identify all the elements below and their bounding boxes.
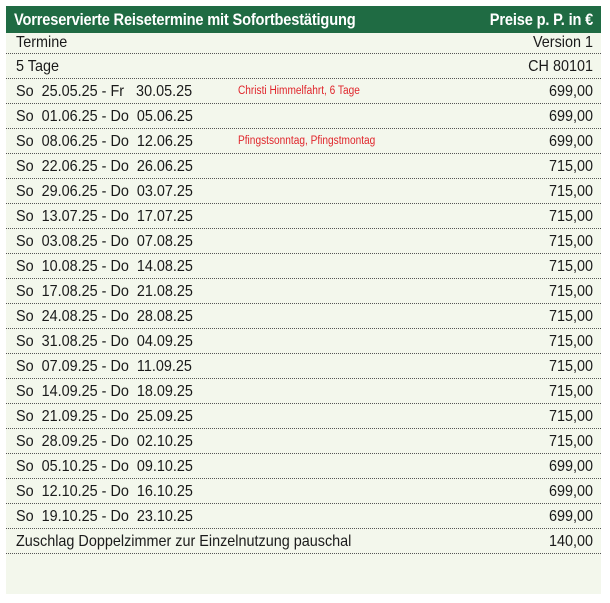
price-value: 715,00 bbox=[548, 333, 593, 350]
table-row bbox=[6, 179, 601, 204]
date-range: So 17.08.25 - Do 21.08.25 bbox=[16, 283, 193, 300]
date-range: So 24.08.25 - Do 28.08.25 bbox=[16, 308, 193, 325]
price-value: 699,00 bbox=[548, 508, 593, 525]
price-value: 699,00 bbox=[548, 483, 593, 500]
date-range: So 22.06.25 - Do 26.06.25 bbox=[16, 158, 193, 175]
date-range: So 21.09.25 - Do 25.09.25 bbox=[16, 408, 193, 425]
price-value: 715,00 bbox=[548, 283, 593, 300]
code-label: CH 80101 bbox=[528, 58, 593, 75]
table-row bbox=[6, 229, 601, 254]
table-header bbox=[6, 6, 601, 33]
price-value: 715,00 bbox=[548, 383, 593, 400]
table-row bbox=[6, 154, 601, 179]
table-row bbox=[6, 129, 601, 154]
table-row bbox=[6, 279, 601, 304]
price-value: 715,00 bbox=[548, 158, 593, 175]
table-row bbox=[6, 504, 601, 529]
date-range: So 29.06.25 - Do 03.07.25 bbox=[16, 183, 193, 200]
table-row bbox=[6, 429, 601, 454]
price-value: 715,00 bbox=[548, 433, 593, 450]
date-range: So 10.08.25 - Do 14.08.25 bbox=[16, 258, 193, 275]
date-range: So 28.09.25 - Do 02.10.25 bbox=[16, 433, 193, 450]
table-row bbox=[6, 379, 601, 404]
footer-label: Zuschlag Doppelzimmer zur Einzelnutzung pauschal bbox=[16, 533, 352, 550]
table-row bbox=[6, 404, 601, 429]
version-label: Version 1 bbox=[532, 34, 593, 51]
price-value: 699,00 bbox=[548, 108, 593, 125]
date-range: So 08.06.25 - Do 12.06.25 bbox=[16, 133, 193, 150]
date-range: So 05.10.25 - Do 09.10.25 bbox=[16, 458, 193, 475]
table-row bbox=[6, 354, 601, 379]
footer-row bbox=[6, 529, 601, 554]
date-range: So 25.05.25 - Fr 30.05.25 bbox=[16, 83, 193, 100]
date-rows bbox=[6, 79, 601, 529]
table-row bbox=[6, 79, 601, 104]
price-value: 715,00 bbox=[548, 208, 593, 225]
price-value: 699,00 bbox=[548, 133, 593, 150]
holiday-note: Pfingstsonntag, Pfingstmontag bbox=[238, 135, 376, 147]
termine-label: Termine bbox=[16, 34, 68, 51]
price-value: 715,00 bbox=[548, 183, 593, 200]
date-range: So 01.06.25 - Do 05.06.25 bbox=[16, 108, 193, 125]
table-title: Vorreservierte Reisetermine mit Sofortbestätigung bbox=[14, 9, 356, 29]
date-range: So 14.09.25 - Do 18.09.25 bbox=[16, 383, 193, 400]
duration-label: 5 Tage bbox=[16, 58, 59, 75]
price-value: 715,00 bbox=[548, 233, 593, 250]
price-value: 715,00 bbox=[548, 258, 593, 275]
footer-price: 140,00 bbox=[548, 533, 593, 550]
table-row bbox=[6, 254, 601, 279]
table-row bbox=[6, 479, 601, 504]
price-value: 715,00 bbox=[548, 308, 593, 325]
price-value: 715,00 bbox=[548, 408, 593, 425]
price-value: 715,00 bbox=[548, 358, 593, 375]
date-range: So 19.10.25 - Do 23.10.25 bbox=[16, 508, 193, 525]
table-row bbox=[6, 454, 601, 479]
subheader-row-duration bbox=[6, 54, 601, 79]
table-row bbox=[6, 204, 601, 229]
holiday-note: Christi Himmelfahrt, 6 Tage bbox=[238, 85, 360, 97]
date-range: So 13.07.25 - Do 17.07.25 bbox=[16, 208, 193, 225]
price-table bbox=[6, 6, 601, 594]
table-row bbox=[6, 329, 601, 354]
date-range: So 12.10.25 - Do 16.10.25 bbox=[16, 483, 193, 500]
price-value: 699,00 bbox=[548, 83, 593, 100]
date-range: So 07.09.25 - Do 11.09.25 bbox=[16, 358, 192, 375]
subheader-row-termine bbox=[6, 33, 601, 54]
table-row bbox=[6, 304, 601, 329]
prices-label: Preise p. P. in € bbox=[489, 9, 593, 29]
price-value: 699,00 bbox=[548, 458, 593, 475]
date-range: So 31.08.25 - Do 04.09.25 bbox=[16, 333, 193, 350]
table-row bbox=[6, 104, 601, 129]
date-range: So 03.08.25 - Do 07.08.25 bbox=[16, 233, 193, 250]
